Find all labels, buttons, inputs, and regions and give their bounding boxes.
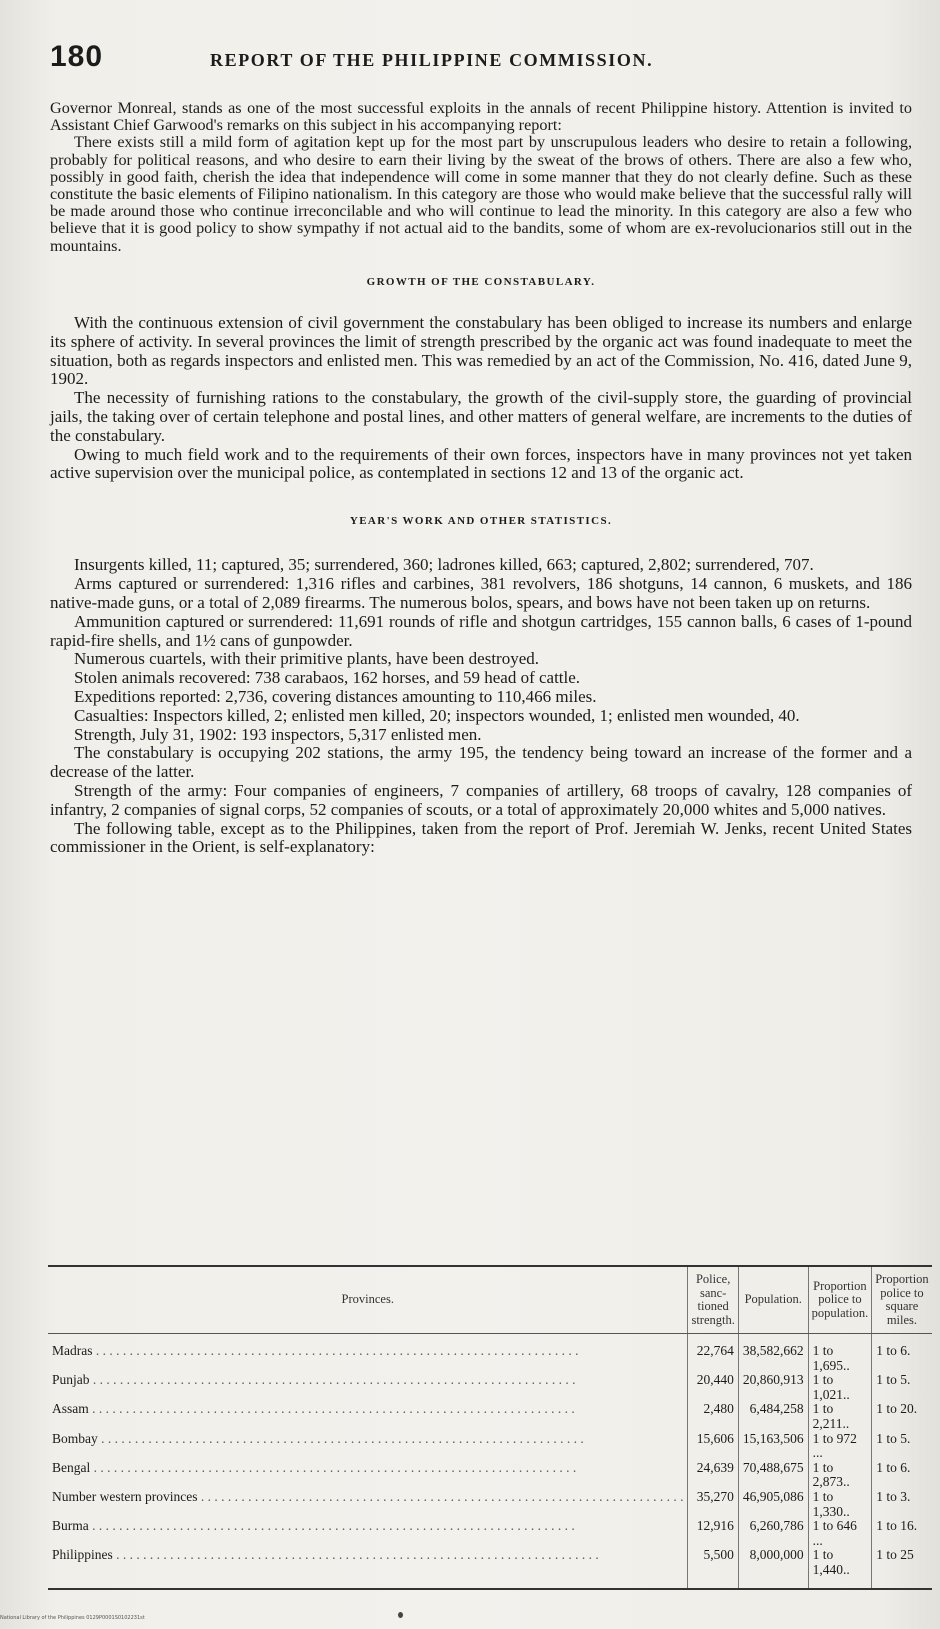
cell-proportion-population: 1 to 646 ... [808, 1519, 872, 1548]
cell-police: 2,480 [688, 1402, 738, 1431]
paragraph: Ammunition captured or surrendered: 11,691 rounds of rifle and shotgun cartridges, 155 cannon balls, 6 cases of 1-pound rapid-fire shells, and 1½ cans of gunpowder. [50, 611, 912, 650]
cell-population: 46,905,086 [738, 1490, 808, 1519]
paragraph: Strength of the army: Four companies of engineers, 7 companies of artillery, 68 troops of cavalry, 128 companies of infantry, 2 companies of signal corps, 52 companies of scouts, or a total of approximately 20,000 whites and 5,000 natives. [50, 780, 912, 819]
cell-proportion-population: 1 to 1,695.. [808, 1334, 872, 1374]
table-row [48, 1432, 932, 1461]
cell-police: 15,606 [688, 1432, 738, 1461]
cell-province: Punjab . . . [48, 1373, 688, 1402]
table-body [48, 1334, 932, 1589]
cell-proportion-population: 1 to 1,330.. [808, 1490, 872, 1519]
header-provinces: Provinces. [48, 1266, 688, 1334]
cell-province: Number western provinces . . . [48, 1490, 688, 1519]
header-population: Population. [738, 1266, 808, 1334]
cell-province: Assam . . . [48, 1402, 688, 1431]
police-statistics-table [48, 1265, 929, 1590]
cell-proportion-population: 1 to 1,021.. [808, 1373, 872, 1402]
table-row [48, 1402, 932, 1431]
cell-population: 20,860,913 [738, 1373, 808, 1402]
cell-proportion-population: 1 to 2,873.. [808, 1461, 872, 1490]
paragraph: Strength, July 31, 1902: 193 inspectors, 5,317 enlisted men. [74, 724, 482, 744]
table-row [48, 1519, 932, 1548]
paragraph: Casualties: Inspectors killed, 2; enlisted men killed, 20; inspectors wounded, 1; enlisted men wounded, 40. [74, 705, 800, 725]
cell-population: 70,488,675 [738, 1461, 808, 1490]
document-body [50, 100, 912, 857]
cell-proportion-square-miles: 1 to 6. [872, 1334, 932, 1374]
cell-proportion-population: 1 to 972 ... [808, 1432, 872, 1461]
cell-proportion-square-miles: 1 to 16. [872, 1519, 932, 1548]
paragraph: Stolen animals recovered: 738 carabaos, 162 horses, and 59 head of cattle. [74, 668, 581, 688]
cell-police: 22,764 [688, 1334, 738, 1374]
paragraph: With the continuous extension of civil government the constabulary has been obliged to increase its numbers and enlarge its sphere of activity. In several provinces the limit of strength prescribed by the organic act was found inadequate to meet the situation, both as regards inspectors and enlisted men. This was remedied by an act of the Commission, No. 416, dated June 9, 1902. [50, 313, 912, 389]
cell-population: 15,163,506 [738, 1432, 808, 1461]
page-number: 180 [50, 40, 104, 73]
cell-proportion-population: 1 to 2,211.. [808, 1402, 872, 1431]
header-police-strength: Police, sanc- tioned strength. [688, 1266, 738, 1334]
paragraph: Expeditions reported: 2,736, covering distances amounting to 110,466 miles. [74, 686, 597, 706]
table-row [48, 1334, 932, 1374]
ink-speck [398, 1612, 403, 1618]
scan-credit: National Library of the Philippines 0129P0001S0102231st [0, 1615, 145, 1621]
paragraph: The following table, except as to the Philippines, taken from the report of Prof. Jeremiah W. Jenks, recent United States commissioner in the Orient, is self-explanatory: [50, 818, 912, 857]
cell-proportion-square-miles: 1 to 3. [872, 1490, 932, 1519]
cell-province: Burma . . . [48, 1519, 688, 1548]
cell-province: Bengal . . . [48, 1461, 688, 1490]
table-row [48, 1490, 932, 1519]
cell-police: 24,639 [688, 1461, 738, 1490]
cell-police: 20,440 [688, 1373, 738, 1402]
cell-police: 35,270 [688, 1490, 738, 1519]
table-row [48, 1548, 932, 1588]
cell-proportion-square-miles: 1 to 20. [872, 1402, 932, 1431]
table-row [48, 1373, 932, 1402]
paragraph: Governor Monreal, stands as one of the most successful exploits in the annals of recent Philippine history. Attention is invited to Assistant Chief Garwood's remarks on this subject in his accompanying report: [50, 99, 912, 135]
cell-proportion-square-miles: 1 to 6. [872, 1461, 932, 1490]
cell-province: Bombay . . . [48, 1432, 688, 1461]
cell-population: 8,000,000 [738, 1548, 808, 1588]
quoted-paragraph: There exists still a mild form of agitation kept up for the most part by unscrupulous leaders who desire to retain a following, probably for political reasons, and who desire to earn their living by the sweat of the brows of others. There are also a few who, possibly in good faith, cherish the idea that independence will come in some manner that they do not clearly define. Such as these constitute the basic elements of Filipino nationalism. In this category are those who would make believe that the successful rally will be made around those who continue irreconcilable and who will continue to lead the minority. In this category are also a few who believe that it is good policy to show sympathy if not actual aid to the bandits, some of whom are ex-revolucionarios still out in the mountains. [50, 133, 912, 255]
running-head: REPORT OF THE PHILIPPINE COMMISSION. [210, 50, 654, 70]
cell-population: 6,484,258 [738, 1402, 808, 1431]
table-header-row [48, 1266, 932, 1334]
cell-proportion-population: 1 to 1,440.. [808, 1548, 872, 1588]
cell-proportion-square-miles: 1 to 5. [872, 1373, 932, 1402]
paragraph: Insurgents killed, 11; captured, 35; surrendered, 360; ladrones killed, 663; captured, 2,802; surrendered, 707. [74, 555, 814, 575]
paragraph: Owing to much field work and to the requirements of their own forces, inspectors have in many provinces not yet taken active supervision over the municipal police, as contemplated in sections 12 and 13 of the organic act. [50, 444, 912, 483]
cell-province: Philippines . . . [48, 1548, 688, 1588]
cell-population: 38,582,662 [738, 1334, 808, 1374]
header-proportion-population: Proportion police to population. [808, 1266, 872, 1334]
table-row [48, 1461, 932, 1490]
paragraph: The constabulary is occupying 202 stations, the army 195, the tendency being toward an increase of the former and a decrease of the latter. [50, 743, 912, 782]
cell-proportion-square-miles: 1 to 25 [872, 1548, 932, 1588]
paragraph: The necessity of furnishing rations to the constabulary, the growth of the civil-supply store, the guarding of provincial jails, the taking over of certain telephone and postal lines, and other matters of general welfare, are increments to the duties of the constabulary. [50, 388, 912, 445]
paragraph: Arms captured or surrendered: 1,316 rifles and carbines, 381 revolvers, 186 shotguns, 14 cannon, 6 muskets, and 186 native-made guns, or a total of 2,089 firearms. The numerous bolos, spears, and bows have not been taken up on returns. [50, 574, 912, 612]
cell-police: 12,916 [688, 1519, 738, 1548]
section-heading-statistics: YEAR'S WORK AND OTHER STATISTICS. [349, 515, 613, 528]
cell-province: Madras . . . [48, 1334, 688, 1374]
cell-proportion-square-miles: 1 to 5. [872, 1432, 932, 1461]
paragraph: Numerous cuartels, with their primitive plants, have been destroyed. [74, 649, 540, 669]
page-header [50, 40, 910, 80]
section-heading-growth: GROWTH OF THE CONSTABULARY. [366, 275, 596, 288]
cell-population: 6,260,786 [738, 1519, 808, 1548]
header-proportion-square-miles: Proportion police to square miles. [872, 1266, 932, 1334]
cell-police: 5,500 [688, 1548, 738, 1588]
